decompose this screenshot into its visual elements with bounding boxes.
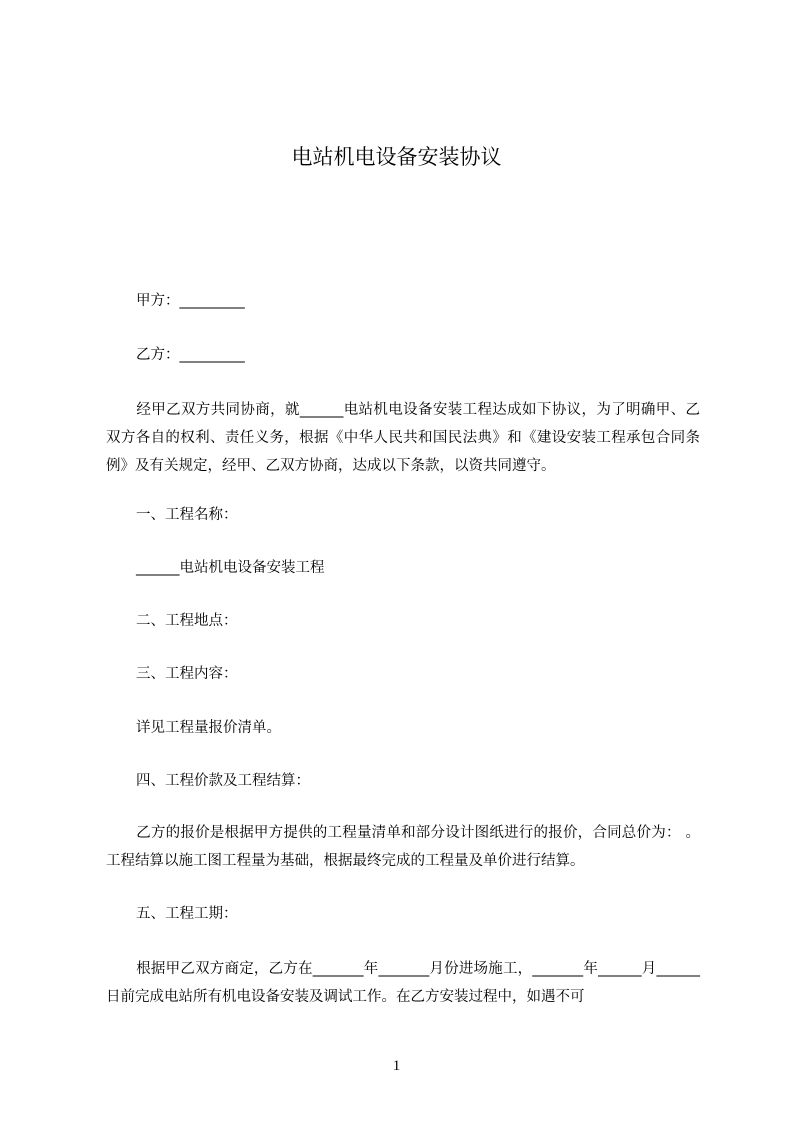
page-number: 1 (392, 1058, 401, 1074)
section-heading-price-settlement: 四、工程价款及工程结算： (136, 773, 310, 789)
intro-paragraph (106, 396, 700, 480)
section-heading-project-content: 三、工程内容： (136, 666, 238, 682)
section-heading-project-location: 二、工程地点： (136, 613, 238, 629)
schedule-text: 根据甲乙双方商定，乙方在_______年_______月份进场施工，_______年______月______日前完成电站所有机电设备安装及调试工作。在乙方安装过程中，如遇不可 (106, 961, 700, 1005)
section-body-schedule (106, 955, 700, 1011)
document-title: 电站机电设备安装协议 (291, 145, 502, 169)
section-body-project-content: 详见工程量报价清单。 (136, 720, 281, 736)
section-heading-schedule: 五、工程工期： (136, 906, 238, 922)
section-body-project-name: ______电站机电设备安装工程 (136, 560, 325, 576)
party-a-line: 甲方：_________ (136, 293, 245, 309)
price-settlement-text: 乙方的报价是根据甲方提供的工程量清单和部分设计图纸进行的报价，合同总价为： 。工程结算以施工图工程量为基础，根据最终完成的工程量及单价进行结算。 (106, 825, 700, 869)
section-heading-project-name: 一、工程名称： (136, 507, 238, 523)
intro-text: 经甲乙双方共同协商，就______电站机电设备安装工程达成如下协议，为了明确甲、乙双方各自的权利、责任义务，根据《中华人民共和国民法典》和《建设安装工程承包合同条例》及有关规定，经甲、乙双方协商，达成以下条款，以资共同遵守。 (106, 402, 700, 474)
party-b-line: 乙方：_________ (136, 347, 245, 363)
section-body-price-settlement (106, 819, 700, 875)
